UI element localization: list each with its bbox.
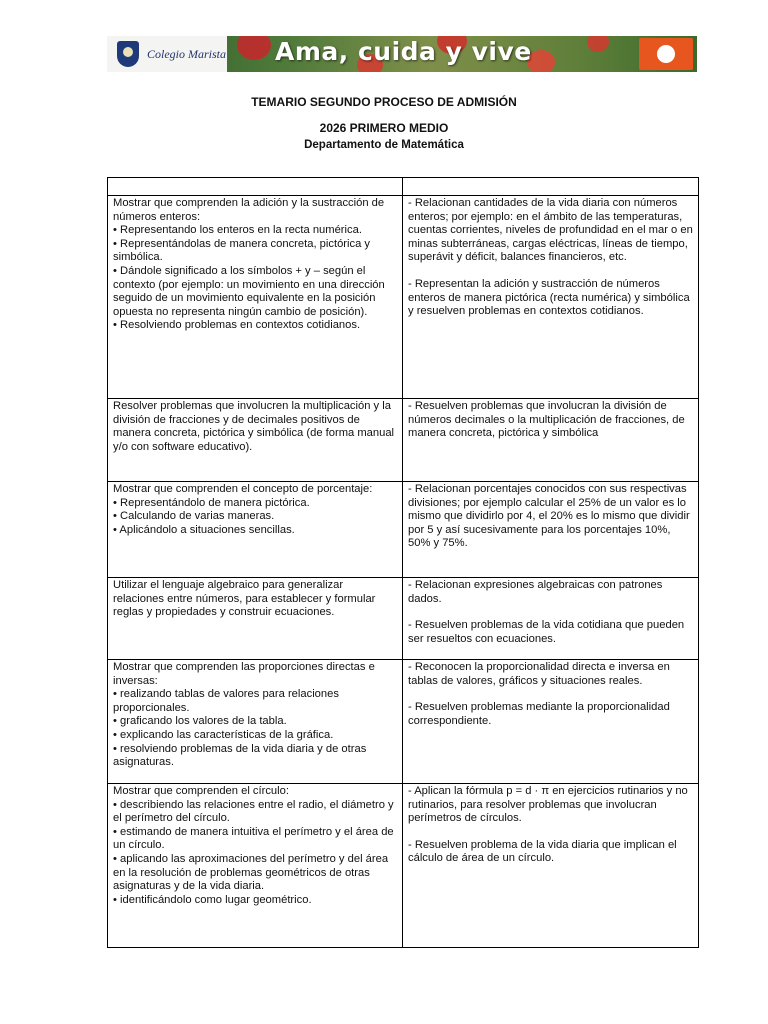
objective-text: Mostrar que comprenden las proporciones directas e inversas: • realizando tablas de valores para relaciones proporcionales. • graficando los valores de la tabla. • explicando las características de la gráfica. • resolviendo problemas de la vida diaria y de otras asignaturas.	[113, 661, 375, 769]
indicator-text: - Resuelven problema de la vida diaria que implican el cálculo de área de un círculo.	[408, 838, 677, 865]
table-header-row	[108, 178, 699, 196]
objective-text: Utilizar el lenguaje algebraico para generalizar relaciones entre números, para establecer y formular reglas y propiedades y construir ecuaciones.	[113, 579, 376, 619]
indicator-text: - Representan la adición y sustracción de números enteros de manera pictórica (recta numérica) y simbólica y resuelven problemas en contextos cotidianos.	[408, 277, 690, 318]
objective-cell	[108, 578, 403, 660]
department-name: Departamento de Matemática	[304, 139, 464, 151]
indicators-cell	[403, 660, 699, 784]
indicator-text: - Relacionan expresiones algebraicas con patrones dados.	[408, 579, 663, 605]
indicators-cell	[403, 196, 699, 399]
table-row	[108, 482, 699, 578]
syllabus-table	[107, 177, 699, 948]
objective-cell	[108, 660, 403, 784]
objective-cell	[108, 482, 403, 578]
indicators-cell	[403, 399, 699, 482]
school-logo	[107, 36, 227, 72]
objective-text: Resolver problemas que involucren la multiplicación y la división de fracciones y de decimales positivos de manera concreta, pictórica y simbólica (de forma manual y/o con software educativo).	[113, 400, 395, 453]
table-row	[108, 399, 699, 482]
school-name: Colegio Marista	[147, 46, 227, 61]
table-row	[108, 784, 699, 948]
table-row	[108, 196, 699, 399]
indicator-text: - Relacionan porcentajes conocidos con sus respectivas divisiones; por ejemplo calcular el 25% de un valor es lo mismo que dividirlo por 4, el 20% es lo mismo que dividir por 5 y así sucesivamente para los porcentajes 10%, 50% y 75%.	[408, 483, 690, 550]
header-banner	[107, 36, 697, 72]
document-title: TEMARIO SEGUNDO PROCESO DE ADMISIÓN	[251, 95, 517, 109]
objective-text: Mostrar que comprenden el círculo: • describiendo las relaciones entre el radio, el diámetro y el perímetro del círculo. • estimando de manera intuitiva el perímetro y el área de un círculo. • aplicando las aproximaciones del perímetro y del área en la resolución de problemas geométricos de otras asignaturas y de la vida diaria. • identificándolo como lugar geométrico.	[113, 785, 394, 906]
objective-cell	[108, 399, 403, 482]
objective-text: Mostrar que comprenden la adición y la sustracción de números enteros: • Representando los enteros en la recta numérica. • Representándolas de manera concreta, pictórica y simbólica. • Dándole significado a los símbolos + y – según el contexto (por ejemplo: un movimiento en una dirección seguido de un movimiento equivalente en la posición opuesta no representa ningún cambio de posición). • Resolviendo problemas en contextos cotidianos.	[113, 197, 385, 332]
indicator-text: - Resuelven problemas de la vida cotidiana que pueden ser resueltos con ecuaciones.	[408, 619, 685, 645]
indicators-cell	[403, 784, 699, 948]
indicators-cell	[403, 578, 699, 660]
objective-cell	[108, 196, 403, 399]
indicator-text: - Reconocen la proporcionalidad directa e inversa en tablas de valores, gráficos y situaciones reales.	[408, 661, 670, 687]
objective-cell	[108, 784, 403, 948]
indicator-text: - Relacionan cantidades de la vida diaria con números enteros; por ejemplo: en el ámbito de las temperaturas, cuentas corrientes, niveles de profundidad en el mar o en minas subterráneas, cargas eléctricas, líneas de tiempo, superávit y déficit, balances financieros, etc.	[408, 197, 693, 264]
apple-emblem-icon	[639, 38, 693, 70]
school-crest-icon	[117, 41, 139, 67]
decorative-flower	[237, 36, 271, 60]
indicators-cell	[403, 482, 699, 578]
objective-text: Mostrar que comprenden el concepto de porcentaje: • Representándolo de manera pictórica. • Calculando de varias maneras. • Aplicándolo a situaciones sencillas.	[113, 483, 373, 536]
document-subtitle: 2026 PRIMERO MEDIO	[319, 121, 449, 135]
header-cell	[403, 178, 699, 196]
banner-slogan: Ama, cuida y vive	[275, 37, 532, 66]
indicator-text: - Resuelven problemas que involucran la división de números decimales o la multiplicación de fracciones, de manera concreta, pictórica y simbólica	[408, 400, 685, 440]
decorative-flower	[587, 36, 609, 52]
table-row	[108, 578, 699, 660]
indicator-text: - Aplican la fórmula p = d · π en ejercicios rutinarios y no rutinarios, para resolver problemas que involucran perímetros de círculos.	[408, 785, 688, 825]
header-cell	[108, 178, 403, 196]
table-row	[108, 660, 699, 784]
indicator-text: - Resuelven problemas mediante la proporcionalidad correspondiente.	[408, 701, 670, 727]
